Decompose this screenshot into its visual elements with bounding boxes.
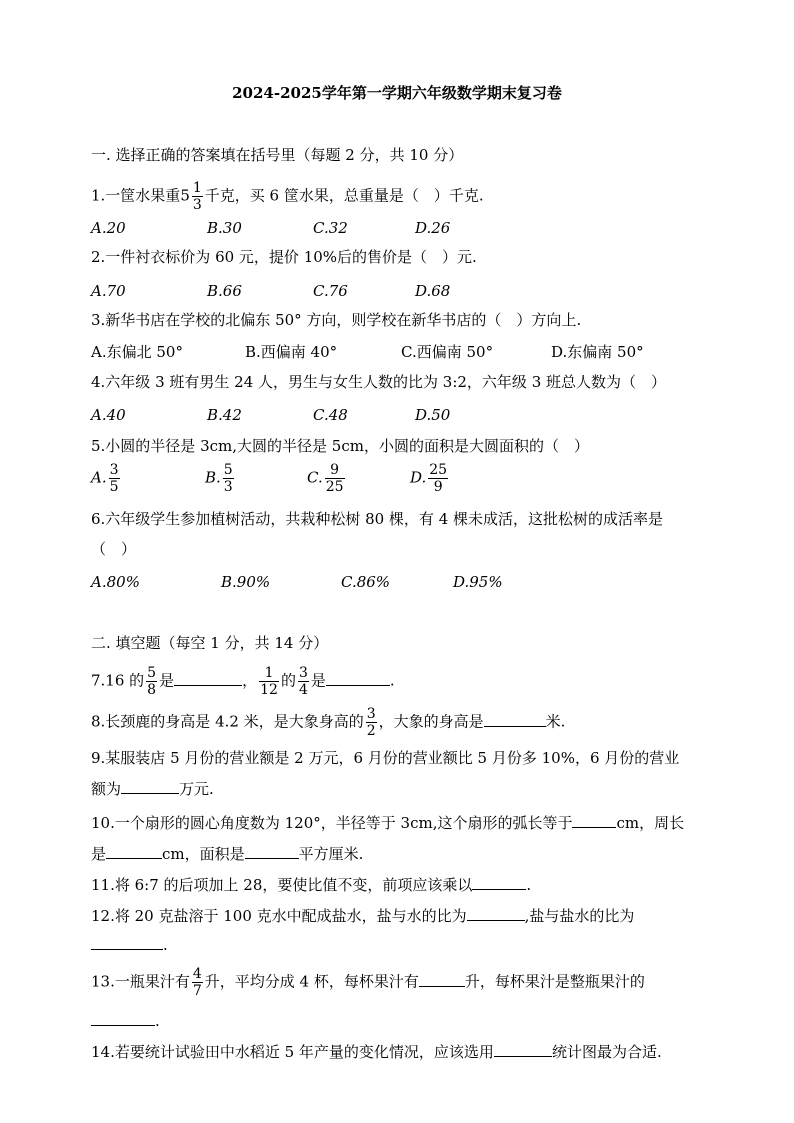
option-c: C.48	[313, 406, 348, 424]
answer-blank[interactable]	[121, 778, 179, 794]
question-5: 5.小圆的半径是 3cm,大圆的半径是 5cm，小圆的面积是大圆面积的（ ）	[91, 437, 589, 455]
fraction: $\frac{3}{2}$	[366, 706, 376, 739]
question-6: 6.六年级学生参加植树活动，共栽种松树 80 棵，有 4 棵未成活，这批松树的成活率是	[91, 510, 664, 528]
section1-heading: 一. 选择正确的答案填在括号里（每题 2 分，共 10 分）	[91, 146, 464, 164]
question-11: 11.将 6:7 的后项加上 28，要使比值不变，前项应该乘以 .	[91, 876, 532, 894]
exam-title: 2024-2025学年第一学期六年级数学期末复习卷	[232, 84, 562, 102]
answer-blank[interactable]	[419, 971, 465, 987]
question-2: 2.一件衬衣标价为 60 元，提价 10%后的售价是（ ）元.	[91, 248, 477, 266]
option-a: A. $\frac{3}{5}$	[91, 462, 119, 495]
answer-blank[interactable]	[91, 934, 163, 950]
question-1: 1.一筐水果重5 $\frac{1}{3}$ 千克，买 6 筐水果，总重量是（ ）千克.	[91, 180, 484, 213]
option-b: B.西偏南 40°	[245, 343, 338, 361]
answer-blank[interactable]	[106, 843, 162, 859]
fraction: $\frac{1}{3}$	[192, 180, 202, 213]
answer-blank[interactable]	[494, 1041, 552, 1057]
question-6-blank: （ ）	[91, 540, 137, 558]
fraction: $\frac{5}{8}$	[147, 665, 157, 698]
answer-blank[interactable]	[572, 812, 616, 828]
question-12: 12.将 20 克盐溶于 100 克水中配成盐水，盐与水的比为 ,盐与盐水的比为	[91, 907, 635, 925]
option-c: C.76	[313, 282, 348, 300]
question-13: 13.一瓶果汁有 $\frac{4}{7}$ 升，平均分成 4 杯，每杯果汁有 升，每杯果汁是整瓶果汁的	[91, 966, 645, 999]
question-10: 10.一个扇形的圆心角度数为 120°，半径等于 3cm,这个扇形的弧长等于 cm，周长	[91, 814, 685, 832]
question-9-line2: 额为 万元.	[91, 780, 214, 798]
option-a: A.东偏北 50°	[91, 343, 183, 361]
option-d: D.东偏南 50°	[551, 343, 644, 361]
option-d: D.50	[415, 406, 451, 424]
option-b: B.30	[207, 219, 242, 237]
option-a: A.80%	[91, 573, 140, 591]
question-7: 7.16 的 $\frac{5}{8}$ 是 ， $\frac{1}{12}$ 的 $\frac{3}{4}$ 是 .	[91, 665, 395, 698]
option-c: C.32	[313, 219, 348, 237]
option-a: A.70	[91, 282, 126, 300]
answer-blank[interactable]	[245, 843, 299, 859]
option-b: B.42	[207, 406, 242, 424]
question-4: 4.六年级 3 班有男生 24 人，男生与女生人数的比为 3:2，六年级 3 班总人数为（ ）	[91, 373, 667, 391]
option-a: A.40	[91, 406, 126, 424]
fraction: $\frac{9}{25}$	[325, 462, 344, 495]
fraction: $\frac{4}{7}$	[192, 966, 202, 999]
question-14: 14.若要统计试验田中水稻近 5 年产量的变化情况，应该选用 统计图最为合适.	[91, 1043, 662, 1061]
question-13-line2: .	[91, 1010, 160, 1031]
option-b: B.90%	[221, 573, 271, 591]
question-3: 3.新华书店在学校的北偏东 50° 方向，则学校在新华书店的（ ）方向上.	[91, 311, 582, 329]
fraction: $\frac{25}{9}$	[429, 462, 448, 495]
question-12-line2: .	[91, 934, 168, 955]
option-b: B.66	[207, 282, 242, 300]
answer-blank[interactable]	[326, 670, 390, 686]
option-c: C. $\frac{9}{25}$	[307, 462, 344, 495]
section2-heading: 二. 填空题（每空 1 分，共 14 分）	[91, 634, 329, 652]
option-c: C.西偏南 50°	[401, 343, 494, 361]
answer-blank[interactable]	[467, 905, 525, 921]
answer-blank[interactable]	[472, 874, 526, 890]
option-d: D.26	[415, 219, 451, 237]
option-d: D.68	[415, 282, 451, 300]
fraction: $\frac{3}{4}$	[298, 665, 308, 698]
fraction: $\frac{1}{12}$	[260, 665, 278, 698]
option-a: A.20	[91, 219, 126, 237]
fraction: $\frac{5}{3}$	[223, 462, 233, 495]
option-c: C.86%	[341, 573, 391, 591]
answer-blank[interactable]	[91, 1010, 155, 1026]
question-10-line2: 是 cm，面积是 平方厘米.	[91, 845, 364, 863]
answer-blank[interactable]	[484, 711, 546, 727]
option-d: D.95%	[453, 573, 503, 591]
question-8: 8.长颈鹿的身高是 4.2 米，是大象身高的 $\frac{3}{2}$ ，大象的身高是 米.	[91, 706, 566, 739]
question-9: 9.某服装店 5 月份的营业额是 2 万元，6 月份的营业额比 5 月份多 10%，6 月份的营业	[91, 749, 680, 767]
option-b: B. $\frac{5}{3}$	[205, 462, 233, 495]
fraction: $\frac{3}{5}$	[109, 462, 119, 495]
mixed-number: 5 $\frac{1}{3}$	[180, 180, 202, 213]
option-d: D. $\frac{25}{9}$	[410, 462, 448, 495]
answer-blank[interactable]	[174, 670, 242, 686]
